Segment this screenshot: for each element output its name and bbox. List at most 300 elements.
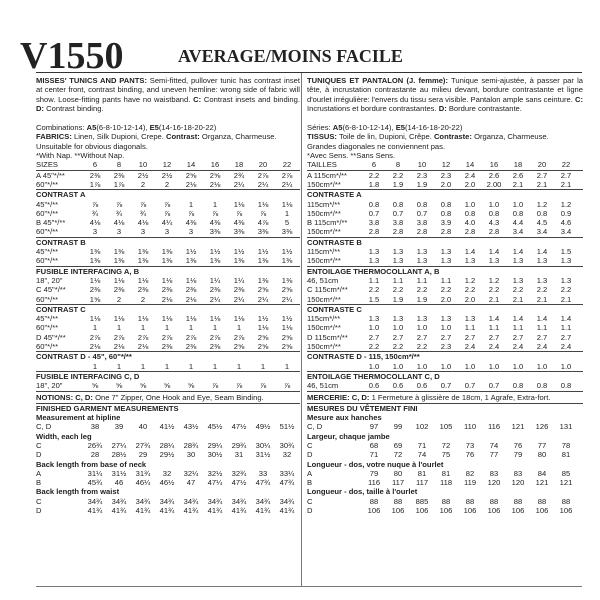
- table-cell: 8: [395, 160, 401, 170]
- notions-label-en: NOTIONS: C, D:: [36, 392, 93, 402]
- table-cell: 41¾: [159, 506, 175, 516]
- top-rule: [36, 72, 582, 73]
- table-section-heading: FUSIBLE INTERFACING C, D: [36, 371, 140, 381]
- table-cell: 4⅞: [257, 218, 269, 228]
- table-cell: 2⅜: [113, 170, 125, 180]
- view-d-text-en: Contrast binding.: [46, 103, 104, 113]
- table-cell: ⅝: [91, 381, 99, 391]
- row-label: 18", 20": [36, 381, 63, 391]
- table-cell: 1⅜: [137, 256, 149, 266]
- table-cell: 27¾: [135, 440, 151, 450]
- table-cell: 2.7: [368, 332, 380, 342]
- table-row: [36, 478, 300, 487]
- table-cell: 1⅜: [281, 256, 293, 266]
- fabrics-label-fr: TISSUS:: [307, 132, 337, 142]
- table-cell: 1.3: [464, 314, 476, 324]
- table-cell: 34¾: [207, 496, 223, 506]
- table-cell: 1: [212, 323, 218, 333]
- table-cell: ¾: [91, 208, 99, 218]
- table-cell: 77: [537, 440, 547, 450]
- table-cell: 1.3: [392, 247, 404, 257]
- table-cell: 0.9: [560, 208, 572, 218]
- table-cell: 43½: [183, 422, 199, 432]
- table-cell: 4.5: [536, 218, 548, 228]
- table-cell: 31: [234, 450, 244, 460]
- table-cell: 3⅜: [281, 227, 293, 237]
- description-body-fr: Tunique semi-ajustée, à passer par la tête, à incrustation contrastante au milieu devant, bordure contrastante et ligne d'ourlet irrégulière: l'envers du tissu sera visible. Pantalon ample sans ceinture.: [307, 76, 583, 104]
- table-cell: 1.0: [560, 361, 572, 371]
- table-section-heading: ENTOILAGE THERMOCOLLANT C, D: [307, 371, 440, 381]
- table-cell: ⅝: [115, 381, 123, 391]
- table-cell: 30¾: [279, 440, 295, 450]
- table-cell: 1½: [281, 314, 293, 324]
- table-cell: 3.4: [512, 227, 524, 237]
- table-cell: 2.1: [560, 179, 572, 189]
- table-cell: 2.0: [464, 294, 476, 304]
- table-row: [36, 506, 300, 515]
- table-cell: ⅞: [163, 208, 171, 218]
- table-cell: 1⅞: [89, 179, 101, 189]
- table-cell: 2⅜: [233, 285, 245, 295]
- table-row: [36, 381, 300, 391]
- table-cell: 81: [441, 468, 451, 478]
- table-cell: 46½: [159, 478, 175, 488]
- table-cell: 2⅝: [185, 170, 197, 180]
- table-cell: 74: [489, 440, 499, 450]
- table-cell: 28: [90, 450, 100, 460]
- table-cell: 2.2: [368, 170, 380, 180]
- table-cell: 97: [369, 422, 379, 432]
- table-cell: ⅞: [91, 199, 99, 209]
- table-cell: 2.2: [392, 342, 404, 352]
- table-cell: 27¼: [111, 440, 127, 450]
- table-cell: 81: [417, 468, 427, 478]
- table-cell: 1⅛: [137, 275, 149, 285]
- combo-e5-sizes-fr: (14-16-18-20-22): [404, 123, 463, 133]
- row-label: 45"*/**: [36, 199, 59, 209]
- table-cell: 2⅛: [137, 342, 149, 352]
- bottom-rule: [36, 586, 582, 587]
- row-label: 60"*/**: [36, 256, 59, 266]
- table-cell: 72: [393, 450, 403, 460]
- table-row: [36, 247, 300, 256]
- table-cell: 119: [463, 478, 477, 488]
- table-cell: 41¾: [111, 506, 127, 516]
- table-cell: 0.7: [392, 208, 404, 218]
- table-cell: 33: [258, 468, 268, 478]
- table-cell: 1.5: [368, 294, 380, 304]
- combo-e5-sizes-en: (14-16-18-20-22): [158, 123, 217, 133]
- table-cell: 1.3: [368, 314, 380, 324]
- row-label: C: [307, 440, 313, 450]
- table-cell: 131: [559, 422, 573, 432]
- table-cell: 2⅝: [281, 332, 293, 342]
- table-cell: 106: [367, 506, 381, 516]
- table-cell: 47½: [231, 478, 247, 488]
- table-cell: 1.2: [464, 275, 476, 285]
- table-section-heading: Measurement at hipline: [36, 413, 121, 423]
- table-row: [307, 506, 583, 515]
- table-row: [307, 333, 583, 342]
- table-cell: 2.2: [488, 285, 500, 295]
- table-cell: 1.1: [536, 323, 548, 333]
- table-cell: 1.0: [536, 361, 548, 371]
- row-label: C: [36, 496, 42, 506]
- table-cell: 2⅞: [161, 332, 173, 342]
- table-cell: 106: [487, 506, 501, 516]
- view-c-label-fr: C:: [574, 94, 583, 104]
- table-cell: 28¾: [183, 440, 199, 450]
- table-cell: 1⅜: [233, 256, 245, 266]
- table-row: [307, 478, 583, 487]
- table-cell: 1.0: [512, 199, 524, 209]
- table-row: [36, 441, 300, 450]
- table-cell: 1.3: [440, 256, 452, 266]
- table-cell: 1.3: [512, 275, 524, 285]
- table-cell: 33¼: [279, 468, 295, 478]
- view-c-text-en: Contrast insets and binding.: [203, 94, 300, 104]
- table-cell: 2.3: [440, 342, 452, 352]
- view-c-text-fr: Incrustations et bordure contrastantes.: [307, 103, 437, 113]
- table-cell: 1⅛: [257, 199, 269, 209]
- row-label: TAILLES: [307, 160, 337, 170]
- row-label: 115cm*/**: [307, 247, 341, 257]
- table-cell: 3.4: [536, 227, 548, 237]
- table-cell: 79: [369, 468, 379, 478]
- table-section-heading: CONTRASTE D - 115, 150cm*/**: [307, 352, 420, 362]
- table-cell: 1⅞: [113, 179, 125, 189]
- table-cell: 32: [162, 468, 172, 478]
- table-cell: 2⅝: [281, 285, 293, 295]
- table-cell: 47½: [231, 422, 247, 432]
- table-cell: 1: [188, 323, 194, 333]
- table-cell: ⅞: [283, 381, 291, 391]
- table-cell: 4.4: [512, 218, 524, 228]
- table-cell: 2.4: [560, 342, 572, 352]
- row-label: 150cm*/**: [307, 208, 341, 218]
- table-cell: ⅞: [163, 199, 171, 209]
- difficulty-label: AVERAGE/MOINS FACILE: [178, 46, 403, 66]
- table-cell: ⅞: [259, 208, 267, 218]
- table-row: [36, 227, 300, 237]
- table-cell: 2.3: [440, 170, 452, 180]
- table-cell: 99: [393, 422, 403, 432]
- table-cell: 88: [393, 496, 403, 506]
- table-cell: 1: [188, 361, 194, 371]
- table-cell: 2½: [137, 170, 149, 180]
- table-row: [307, 441, 583, 450]
- table-cell: 1⅜: [209, 256, 221, 266]
- table-cell: 31¼: [87, 468, 103, 478]
- table-cell: 4⅜: [185, 218, 197, 228]
- table-cell: 4⅛: [89, 218, 101, 228]
- table-cell: 45½: [207, 422, 223, 432]
- table-row: [36, 256, 300, 266]
- pattern-number: V1550: [20, 35, 124, 77]
- measurements-table-en: [36, 413, 300, 515]
- table-cell: ⅞: [187, 208, 195, 218]
- table-cell: 0.8: [416, 199, 428, 209]
- table-cell: 2⅝: [257, 285, 269, 295]
- table-cell: 2.4: [488, 342, 500, 352]
- table-cell: 3: [140, 227, 146, 237]
- row-label: 46, 51cm: [307, 275, 339, 285]
- table-cell: 2: [116, 294, 122, 304]
- table-section-heading: Back length from waist: [36, 487, 120, 497]
- table-cell: 1.3: [368, 256, 380, 266]
- table-cell: 3: [188, 227, 194, 237]
- table-cell: 2: [140, 294, 146, 304]
- table-cell: 2⅞: [89, 332, 101, 342]
- row-label: B: [36, 478, 42, 488]
- table-cell: 41¾: [231, 506, 247, 516]
- french-column: [307, 76, 583, 515]
- table-cell: 51½: [279, 422, 295, 432]
- table-cell: 14: [465, 160, 475, 170]
- table-section-heading: Mesure aux hanches: [307, 413, 382, 423]
- table-cell: 32½: [207, 468, 223, 478]
- table-cell: 4⅜: [233, 218, 245, 228]
- row-label: 45"*/**: [36, 247, 59, 257]
- table-cell: 1.3: [368, 247, 380, 257]
- table-cell: 12: [162, 160, 172, 170]
- table-cell: 18: [234, 160, 244, 170]
- notions-en: [36, 393, 300, 402]
- table-row: [36, 295, 300, 305]
- table-cell: 121: [511, 422, 525, 432]
- table-cell: 2¼: [257, 294, 269, 304]
- measurements-table-fr: [307, 413, 583, 515]
- table-cell: 4⅛: [113, 218, 125, 228]
- table-cell: 14: [186, 160, 196, 170]
- table-cell: 1⅜: [113, 247, 125, 257]
- table-cell: 2.2: [392, 285, 404, 295]
- table-cell: 2.7: [560, 332, 572, 342]
- table-cell: 34¾: [111, 496, 127, 506]
- table-cell: 76: [513, 440, 523, 450]
- table-cell: 2.3: [416, 170, 428, 180]
- row-label: B 115cm*/**: [307, 218, 348, 228]
- table-cell: 2⅛: [161, 294, 173, 304]
- table-cell: 3.9: [440, 218, 452, 228]
- table-cell: 1.4: [536, 314, 548, 324]
- table-cell: 117: [415, 478, 429, 488]
- table-cell: 47¾: [255, 478, 271, 488]
- view-d-label-en: D:: [36, 103, 45, 113]
- row-label: 60"*/**: [36, 227, 59, 237]
- table-cell: 1.3: [560, 275, 572, 285]
- table-cell: 1⅜: [281, 275, 293, 285]
- table-cell: 10: [138, 160, 148, 170]
- row-label: 60"*/**: [36, 179, 59, 189]
- table-cell: ⅞: [235, 208, 243, 218]
- table-row: [36, 180, 300, 190]
- table-cell: 126: [535, 422, 549, 432]
- combo-a5-sizes-fr: (6-8-10-12-14),: [342, 123, 394, 133]
- table-cell: 0.7: [440, 381, 452, 391]
- table-cell: 2.2: [368, 342, 380, 352]
- table-row: [36, 218, 300, 227]
- table-cell: 2.4: [464, 342, 476, 352]
- table-cell: 1.1: [392, 275, 404, 285]
- table-cell: 2⅜: [137, 285, 149, 295]
- table-cell: 1⅜: [89, 256, 101, 266]
- table-cell: 1⅛: [281, 323, 293, 333]
- table-cell: 1.0: [488, 361, 500, 371]
- row-label: B 45"*/**: [36, 218, 66, 228]
- table-cell: 106: [463, 506, 477, 516]
- table-cell: 2.2: [440, 285, 452, 295]
- table-cell: 2.2: [368, 285, 380, 295]
- row-label: 150cm*/**: [307, 342, 341, 352]
- table-cell: 105: [439, 422, 453, 432]
- table-cell: 2⅝: [257, 332, 269, 342]
- table-cell: 1.0: [440, 361, 452, 371]
- table-cell: 1⅛: [257, 323, 269, 333]
- table-cell: 2¼: [209, 294, 221, 304]
- table-cell: 4⅛: [137, 218, 149, 228]
- table-cell: 1⅛: [233, 199, 245, 209]
- table-cell: ⅞: [235, 381, 243, 391]
- table-cell: 1.2: [488, 275, 500, 285]
- table-cell: 3: [116, 227, 122, 237]
- table-cell: 46¼: [135, 478, 151, 488]
- row-label: 150cm*/**: [307, 323, 341, 333]
- table-cell: 28¼: [159, 440, 175, 450]
- row-label: 150cm*/**: [307, 227, 341, 237]
- table-row: [307, 200, 583, 209]
- table-cell: 47¾: [279, 478, 295, 488]
- table-row: [307, 218, 583, 227]
- table-cell: 41¾: [135, 506, 151, 516]
- table-cell: 20: [537, 160, 547, 170]
- table-cell: 1.3: [392, 256, 404, 266]
- table-cell: 0.6: [392, 381, 404, 391]
- fabrics-en: [36, 132, 300, 141]
- table-cell: 29¾: [231, 440, 247, 450]
- table-cell: 1.3: [416, 314, 428, 324]
- table-cell: 30½: [207, 450, 223, 460]
- table-cell: 2.8: [392, 227, 404, 237]
- table-cell: 2.1: [512, 294, 524, 304]
- table-section-heading: FUSIBLE INTERFACING A, B: [36, 266, 140, 276]
- table-cell: 3.8: [368, 218, 380, 228]
- table-cell: 1.0: [416, 323, 428, 333]
- table-cell: 1⅛: [185, 314, 197, 324]
- table-cell: 2⅜: [209, 285, 221, 295]
- table-cell: 77: [489, 450, 499, 460]
- contrast-label-fr: Contraste:: [433, 132, 472, 142]
- table-row: [307, 314, 583, 323]
- table-cell: 0.8: [392, 199, 404, 209]
- table-cell: 120: [511, 478, 525, 488]
- row-label: 60"*/**: [36, 323, 59, 333]
- table-row: [36, 323, 300, 332]
- table-cell: 2.8: [440, 227, 452, 237]
- table-row: [307, 342, 583, 352]
- table-cell: 34¾: [279, 496, 295, 506]
- table-row: [307, 171, 583, 180]
- table-cell: 31½: [255, 450, 271, 460]
- table-cell: 2.1: [512, 179, 524, 189]
- table-cell: 1.3: [536, 275, 548, 285]
- table-cell: 41¾: [255, 506, 271, 516]
- table-row: [36, 160, 300, 170]
- table-cell: 1.0: [368, 323, 380, 333]
- table-row: [36, 171, 300, 180]
- row-label: A 45"*/**: [36, 170, 65, 180]
- table-cell: 41½: [159, 422, 175, 432]
- table-row: [36, 200, 300, 209]
- table-cell: 1: [92, 323, 98, 333]
- fabrics-text-en: Linen, Silk Dupioni, Crepe.: [73, 132, 164, 142]
- contrast-text-fr: Organza, Charmeuse.: [474, 132, 549, 142]
- table-cell: 0.6: [368, 381, 380, 391]
- table-cell: 3⅜: [233, 227, 245, 237]
- row-label: C 45"*/**: [36, 285, 66, 295]
- table-cell: 1⅛: [281, 199, 293, 209]
- table-cell: 32¾: [231, 468, 247, 478]
- row-label: A: [307, 468, 313, 478]
- table-row: [36, 422, 300, 431]
- table-cell: 4.0: [464, 218, 476, 228]
- table-cell: 34¾: [87, 496, 103, 506]
- row-label: C, D: [36, 422, 52, 432]
- table-section-heading: CONTRAST C: [36, 304, 86, 314]
- table-cell: 1⅛: [89, 275, 101, 285]
- table-cell: 72: [441, 440, 451, 450]
- table-cell: 29: [138, 450, 148, 460]
- table-cell: 2.0: [464, 179, 476, 189]
- table-cell: 1½: [185, 247, 197, 257]
- table-cell: 2¼: [233, 179, 245, 189]
- yardage-table-en: [36, 160, 300, 391]
- table-cell: 120: [487, 478, 501, 488]
- row-label: 150cm*/**: [307, 294, 341, 304]
- table-cell: 1⅜: [113, 256, 125, 266]
- table-cell: 3⅜: [209, 227, 221, 237]
- table-cell: 2⅜: [161, 285, 173, 295]
- table-cell: 34¾: [255, 496, 271, 506]
- description-title-en: MISSES' TUNICS AND PANTS:: [36, 76, 147, 85]
- table-cell: 1: [236, 323, 242, 333]
- table-section-heading: CONTRASTE A: [307, 190, 362, 200]
- table-cell: 1½: [233, 247, 245, 257]
- table-cell: 2.7: [416, 332, 428, 342]
- table-cell: 1.3: [464, 256, 476, 266]
- table-cell: 106: [415, 506, 429, 516]
- table-cell: ⅞: [211, 381, 219, 391]
- table-cell: 2⅛: [185, 179, 197, 189]
- table-cell: 2.4: [464, 170, 476, 180]
- table-cell: 0.8: [368, 199, 380, 209]
- table-cell: 1.0: [368, 361, 380, 371]
- table-cell: 2.7: [392, 332, 404, 342]
- table-cell: 2¼: [281, 179, 293, 189]
- table-cell: 1½: [209, 247, 221, 257]
- table-cell: 2¼: [233, 294, 245, 304]
- table-section-heading: CONTRASTE B: [307, 237, 362, 247]
- table-cell: 76: [465, 450, 475, 460]
- table-cell: 12: [441, 160, 451, 170]
- table-cell: 102: [415, 422, 429, 432]
- table-cell: 0.8: [440, 199, 452, 209]
- table-cell: 1.4: [488, 247, 500, 257]
- table-cell: 1½: [281, 247, 293, 257]
- unsuitable-fr: Grandes diagonales ne conviennent pas.: [307, 141, 446, 151]
- combinations-fr: [307, 123, 583, 132]
- table-cell: 2⅛: [185, 294, 197, 304]
